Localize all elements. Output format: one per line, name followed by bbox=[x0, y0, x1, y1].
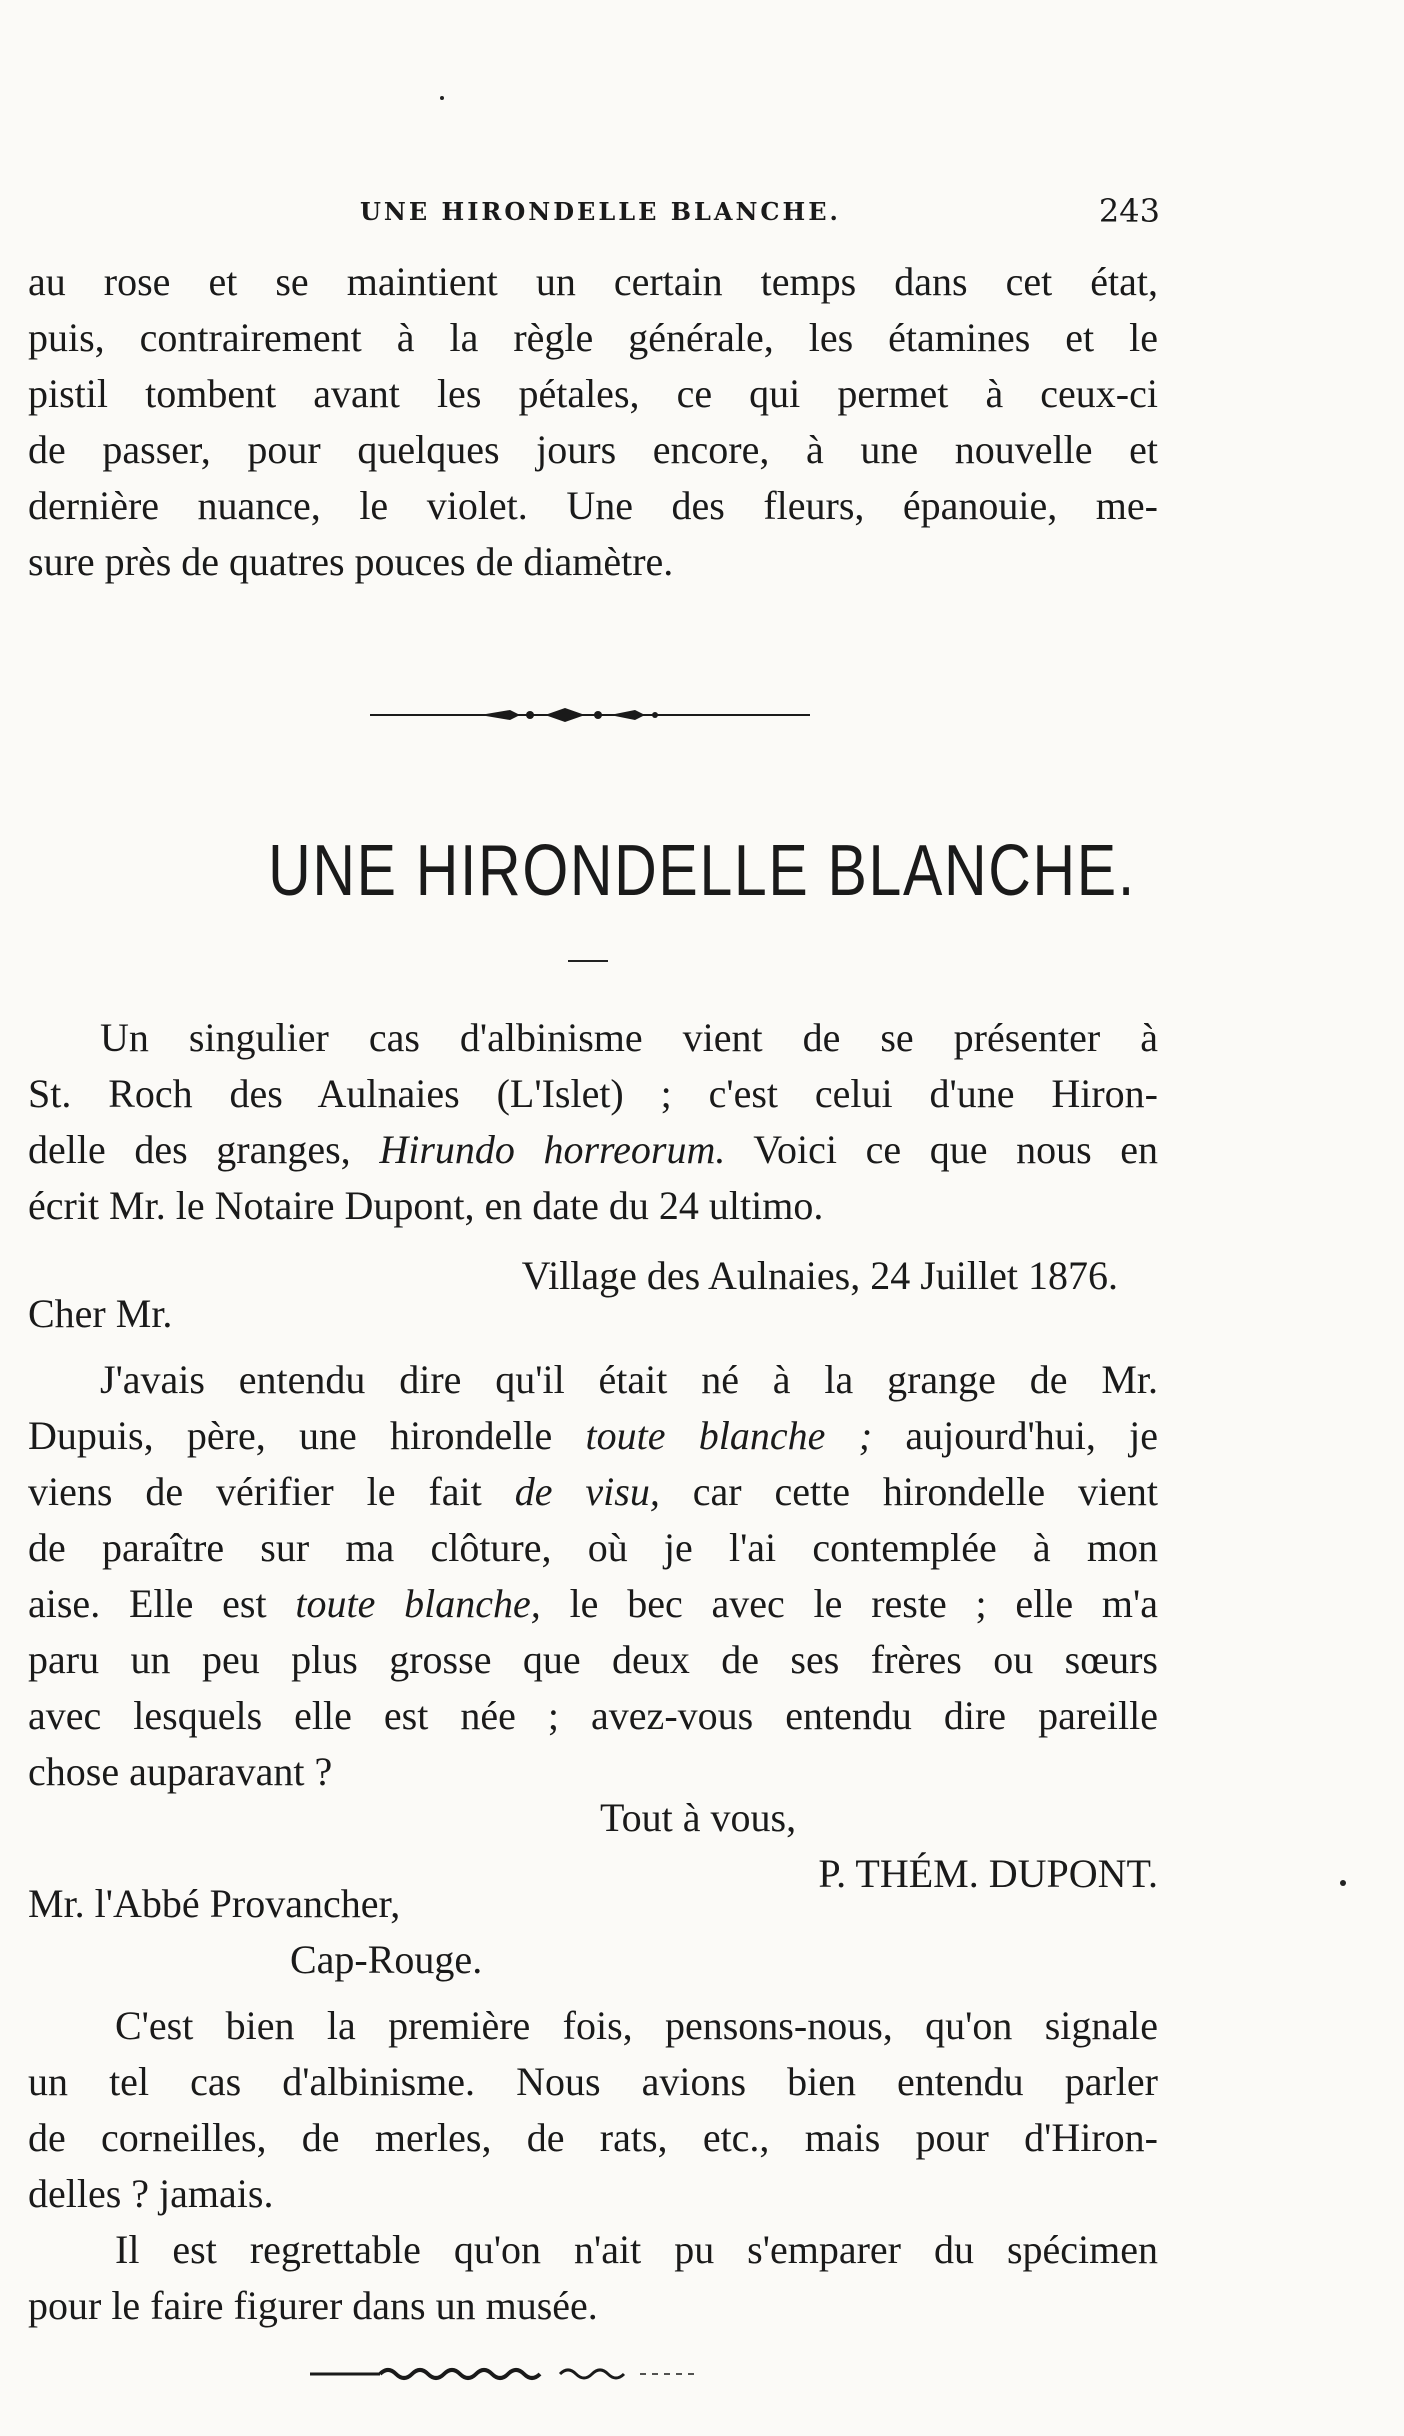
text-span: car cette hirondelle vient bbox=[659, 1469, 1159, 1514]
letter-salutation: Cher Mr. bbox=[28, 1291, 173, 1336]
text-line bbox=[28, 1122, 1158, 1178]
text-span: le bec avec le reste ; elle m'a bbox=[540, 1581, 1158, 1626]
species-name: Hirundo horreorum. bbox=[379, 1127, 726, 1172]
text-span: viens de vérifier le fait bbox=[28, 1469, 515, 1514]
text-line: pistil tombent avant les pétales, ce qui permet à ceux-ci bbox=[28, 371, 1158, 416]
text-line: C'est bien la première fois, pensons-nous, qu'on signale bbox=[115, 2003, 1158, 2048]
text-line: pour le faire figurer dans un musée. bbox=[28, 2283, 598, 2328]
text-line: écrit Mr. le Notaire Dupont, en date du 24 ultimo. bbox=[28, 1183, 824, 1228]
ornament-divider bbox=[370, 700, 810, 730]
text-line: de corneilles, de merles, de rats, etc., mais pour d'Hiron- bbox=[28, 2115, 1158, 2160]
running-head: UNE HIRONDELLE BLANCHE. bbox=[360, 196, 841, 226]
text-italic: toute blanche ; bbox=[585, 1413, 873, 1458]
text-line: chose auparavant ? bbox=[28, 1749, 333, 1794]
text-line: avec lesquels elle est née ; avez-vous entendu dire pareille bbox=[28, 1693, 1158, 1738]
text-line: puis, contrairement à la règle générale, les étamines et le bbox=[28, 315, 1158, 360]
letter-place-date: Village des Aulnaies, 24 Juillet 1876. bbox=[521, 1253, 1118, 1298]
text-line bbox=[28, 1464, 1158, 1520]
text-line: St. Roch des Aulnaies (L'Islet) ; c'est celui d'une Hiron- bbox=[28, 1071, 1158, 1116]
text-line: delles ? jamais. bbox=[28, 2171, 274, 2216]
page-header bbox=[360, 186, 1160, 236]
letter-signature: P. THÉM. DUPONT. bbox=[818, 1851, 1158, 1896]
text-line: Il est regrettable qu'on n'ait pu s'emparer du spécimen bbox=[115, 2227, 1158, 2272]
print-speck bbox=[1340, 1880, 1346, 1886]
text-span: aujourd'hui, je bbox=[872, 1413, 1158, 1458]
letter-addressee: Mr. l'Abbé Provancher, bbox=[28, 1881, 401, 1926]
text-span: aise. Elle est bbox=[28, 1581, 296, 1626]
text-span: Voici ce que nous en bbox=[725, 1127, 1159, 1172]
text-line: de passer, pour quelques jours encore, à une nouvelle et bbox=[28, 427, 1158, 472]
text-line: Un singulier cas d'albinisme vient de se présenter à bbox=[100, 1015, 1158, 1060]
text-line: un tel cas d'albinisme. Nous avions bien entendu parler bbox=[28, 2059, 1158, 2104]
page-number: 243 bbox=[1098, 192, 1160, 230]
end-ornament bbox=[300, 2362, 860, 2386]
text-italic: de visu, bbox=[514, 1469, 660, 1514]
text-line bbox=[28, 1408, 1158, 1464]
text-span: Dupuis, père, une hirondelle bbox=[28, 1413, 586, 1458]
text-line bbox=[28, 1576, 1158, 1632]
title-rule bbox=[568, 960, 608, 962]
text-line: paru un peu plus grosse que deux de ses frères ou sœurs bbox=[28, 1637, 1158, 1682]
text-italic: toute blanche, bbox=[295, 1581, 541, 1626]
text-line: au rose et se maintient un certain temps dans cet état, bbox=[28, 259, 1158, 304]
print-speck bbox=[440, 96, 444, 100]
article-title: UNE HIRONDELLE BLANCHE. bbox=[268, 831, 1136, 911]
text-span: delle des granges, bbox=[28, 1127, 380, 1172]
text-line: sure près de quatres pouces de diamètre. bbox=[28, 539, 674, 584]
text-line: dernière nuance, le violet. Une des fleurs, épanouie, me- bbox=[28, 483, 1158, 528]
letter-closing: Tout à vous, bbox=[600, 1795, 797, 1840]
text-line: J'avais entendu dire qu'il était né à la grange de Mr. bbox=[100, 1357, 1158, 1402]
letter-addressee-place: Cap-Rouge. bbox=[290, 1937, 483, 1982]
text-line: de paraître sur ma clôture, où je l'ai contemplée à mon bbox=[28, 1525, 1158, 1570]
